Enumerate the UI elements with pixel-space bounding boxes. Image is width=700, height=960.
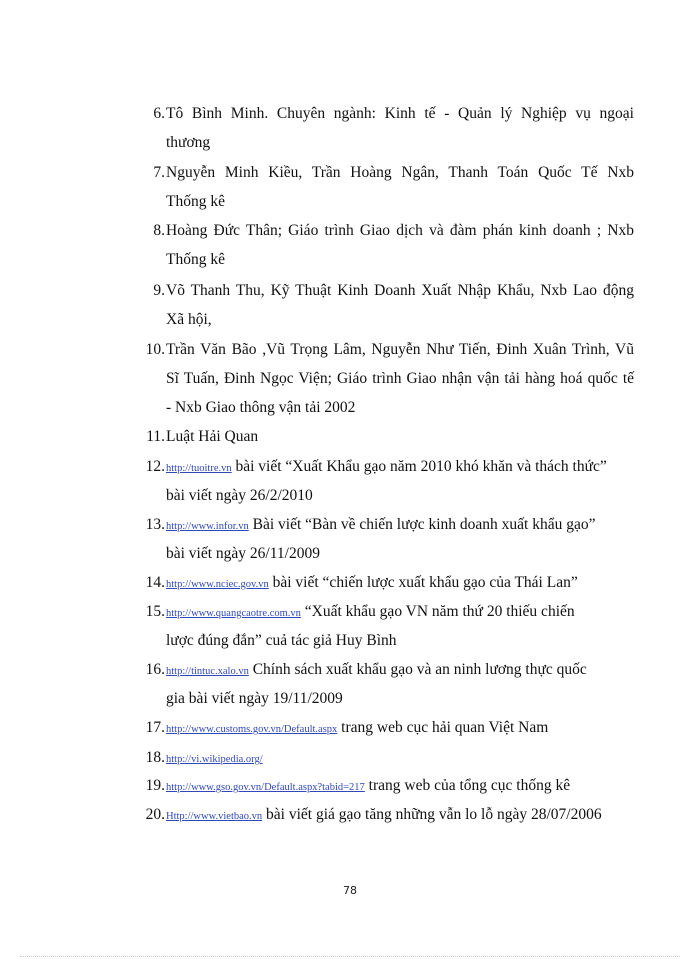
reference-text: Bài viết “Bàn về chiến lược kinh doanh xuất khẩu gạo” (252, 516, 596, 533)
reference-number: 9. (153, 282, 165, 299)
page-number: 78 (343, 884, 357, 897)
reference-line (166, 340, 634, 360)
reference-continuation-line: thương (166, 134, 211, 151)
reference-continuation-line: Sĩ Tuấn, Đinh Ngọc Viện; Giáo trình Giao nhận vận tải hàng hoá quốc tế (166, 370, 634, 387)
reference-link[interactable]: http://www.nciec.gov.vn (166, 579, 269, 590)
reference-continuation-line: gia bài viết ngày 19/11/2009 (166, 690, 343, 707)
reference-text: trang web của tổng cục thống kê (368, 777, 571, 794)
reference-continuation-line: - Nxb Giao thông vận tải 2002 (166, 399, 356, 416)
reference-continuation-line: Xã hội, (166, 311, 212, 328)
reference-line (166, 660, 587, 682)
reference-number: 18. (145, 749, 165, 766)
reference-continuation-line: bài viết ngày 26/11/2009 (166, 545, 320, 562)
reference-text: Luật Hải Quan (166, 428, 259, 445)
reference-line (166, 457, 607, 479)
reference-line (166, 515, 595, 537)
reference-continuation-line: bài viết ngày 26/2/2010 (166, 487, 313, 504)
reference-link[interactable]: http://tuoitre.vn (166, 463, 232, 474)
reference-line (166, 427, 258, 447)
reference-text: bài viết “Xuất Khẩu gạo năm 2010 khó khăn và thách thức” (235, 458, 607, 475)
reference-number: 20. (145, 806, 165, 823)
reference-number: 7. (153, 164, 165, 181)
reference-line (166, 104, 634, 124)
page-bottom-divider (20, 956, 680, 957)
reference-link[interactable]: http://tintuc.xalo.vn (166, 666, 249, 677)
reference-number: 15. (145, 603, 165, 620)
reference-text: Tô Bình Minh. Chuyên ngành: Kinh tế - Quản lý Nghiệp vụ ngoại (166, 105, 634, 122)
reference-link[interactable]: http://www.gso.gov.vn/Default.aspx?tabid=217 (166, 782, 365, 793)
reference-text: Nguyễn Minh Kiều, Trần Hoàng Ngân, Thanh Toán Quốc Tế Nxb (166, 164, 634, 181)
reference-number: 13. (145, 516, 165, 533)
reference-line (166, 776, 570, 798)
reference-text: Hoàng Đức Thân; Giáo trình Giao dịch và đàm phán kinh doanh ; Nxb (166, 222, 634, 239)
reference-text: bài viết giá gạo tăng những vẫn lo lỗ ngày 28/07/2006 (266, 806, 602, 823)
reference-number: 11. (146, 428, 165, 445)
reference-line (166, 602, 575, 624)
reference-text: trang web cục hải quan Việt Nam (341, 719, 549, 736)
reference-text: Võ Thanh Thu, Kỹ Thuật Kinh Doanh Xuất Nhập Khẩu, Nxb Lao động (166, 282, 634, 299)
reference-continuation-line: lược đúng đắn” cuả tác giả Huy Bình (166, 632, 397, 649)
reference-number: 19. (145, 777, 165, 794)
reference-continuation-line: Thống kê (166, 251, 225, 268)
reference-line (166, 718, 548, 740)
reference-link[interactable]: http://www.customs.gov.vn/Default.aspx (166, 724, 338, 735)
reference-number: 16. (145, 661, 165, 678)
reference-number: 10. (145, 341, 165, 358)
reference-line (166, 573, 578, 595)
reference-line (166, 805, 602, 827)
reference-link[interactable]: http://vi.wikipedia.org/ (166, 754, 263, 765)
reference-line (166, 748, 263, 770)
reference-line (166, 163, 634, 183)
reference-number: 12. (145, 458, 165, 475)
reference-continuation-line: Thống kê (166, 193, 225, 210)
reference-number: 6. (153, 105, 165, 122)
reference-text: “Xuất khẩu gạo VN năm thứ 20 thiếu chiến (304, 603, 575, 620)
reference-text: Chính sách xuất khẩu gạo và an ninh lương thực quốc (252, 661, 587, 678)
reference-number: 14. (145, 574, 165, 591)
reference-number: 8. (153, 222, 165, 239)
reference-link[interactable]: http://www.quangcaotre.com.vn (166, 608, 301, 619)
reference-line (166, 281, 634, 301)
reference-link[interactable]: http://www.infor.vn (166, 521, 249, 532)
reference-line (166, 221, 634, 241)
reference-link[interactable]: Http://www.vietbao.vn (166, 811, 263, 822)
reference-number: 17. (145, 719, 165, 736)
reference-text: Trần Văn Bão ,Vũ Trọng Lâm, Nguyễn Như Tiến, Đinh Xuân Trình, Vũ (166, 341, 634, 358)
reference-text: bài viết “chiến lược xuất khẩu gạo của Thái Lan” (272, 574, 578, 591)
